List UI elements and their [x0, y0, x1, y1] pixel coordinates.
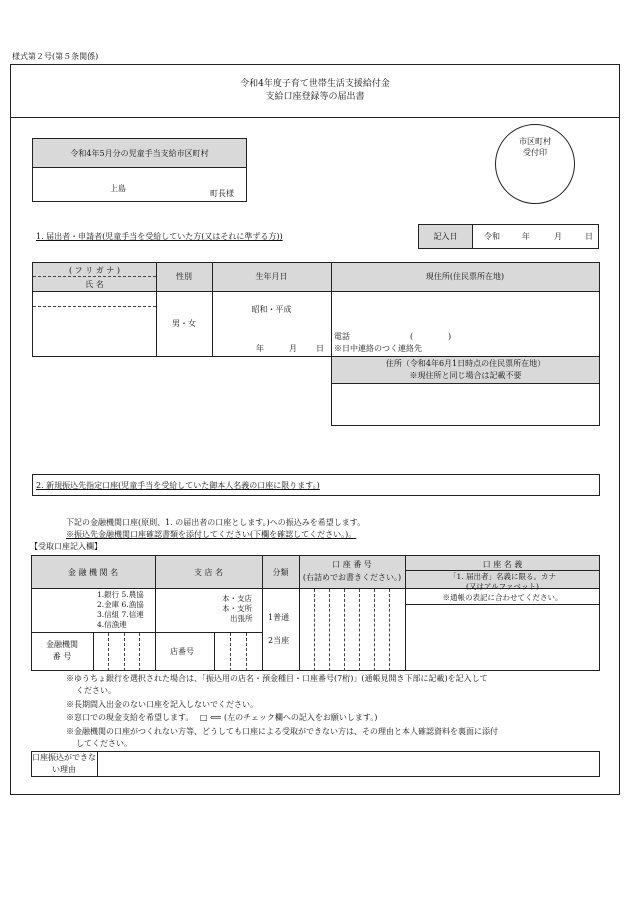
entry-day: 日: [585, 232, 593, 241]
phone-paren-open: (: [410, 332, 414, 341]
bank-code-label-1: 金融機関: [46, 640, 78, 649]
bank-type-3[interactable]: 3.信組 7.信連: [97, 610, 144, 619]
furigana-input[interactable]: [33, 292, 156, 306]
birth-day: 日: [316, 344, 324, 353]
bank-type-1[interactable]: 1.銀行 5.農協: [97, 590, 144, 599]
holder-note-1: 「1. 届出者」名義に限る。カナ: [448, 572, 557, 581]
phone-label: 電話: [334, 332, 350, 341]
note-3: ※窓口での現金支給を希望します。 □ ⟸ (左のチェック欄への記入をお願いします。): [66, 713, 378, 722]
account-number-input[interactable]: [300, 589, 405, 671]
gender-options[interactable]: 男・女: [172, 319, 196, 328]
branch-type-1[interactable]: 本・支店: [222, 594, 252, 603]
section2-desc-1: 下記の金融機関口座(原則、1. の届出者の口座とします。)への振込みを希望します。: [66, 518, 366, 527]
account-heading: 【受取口座記入欄】: [30, 542, 102, 551]
reason-label-2: い理由: [52, 765, 76, 774]
entry-year: 年: [522, 232, 530, 241]
form-title-line2: 支給口座登録等の届出書: [265, 92, 365, 102]
account-number-label: 口 座 番 号: [332, 560, 372, 569]
prev-address-note: ※現住所と同じ場合は記載不要: [409, 371, 522, 380]
category-option-1[interactable]: 1普通: [268, 613, 290, 622]
branch-code-label: 店番号: [170, 647, 194, 656]
phone-note: ※日中連絡のつく連絡先: [334, 344, 422, 353]
section2-title: 2. 新規振込先指定口座(児童手当を受給していた御本人名義の口座に限ります。): [36, 481, 320, 490]
phone-paren-close: ): [448, 332, 452, 341]
stamp-label-1: 市区町村: [519, 137, 551, 146]
prev-address-input[interactable]: [331, 383, 600, 426]
furigana-label: ( フ リ ガ ナ ): [69, 266, 120, 275]
reception-stamp-circle: [495, 124, 575, 204]
stamp-label-2: 受付印: [523, 148, 547, 157]
addressee-label: 令和4年5月分の児童手当支給市区町村: [70, 148, 209, 158]
account-holder-label: 口 座 名 義: [482, 560, 523, 569]
addressee-town: 上島: [110, 184, 126, 193]
note-1-cont: ください。: [76, 686, 116, 695]
cash-payment-checkbox[interactable]: [240, 713, 252, 725]
category-label: 分類: [272, 568, 289, 577]
entry-date-label: 記入日: [433, 232, 458, 241]
form-code: 様式第２号(第５条関係): [12, 52, 99, 61]
reason-label-1: 口座振込ができな: [32, 753, 96, 762]
holder-note-2: (又はアルファベット): [466, 582, 539, 591]
account-number-note: (右詰めでお書きください。): [302, 573, 402, 582]
category-option-2[interactable]: 2当座: [268, 636, 290, 645]
branch-type-3[interactable]: 出張所: [230, 614, 253, 623]
addressee-label-cell: [32, 138, 247, 168]
name-label: 氏 名: [85, 280, 104, 289]
entry-era: 令和: [484, 232, 500, 241]
bank-name-label: 金 融 機 関 名: [67, 568, 119, 577]
bank-code-input[interactable]: [94, 633, 155, 671]
reason-input[interactable]: [98, 752, 599, 776]
note-2: ※長期間入出金のない口座を記入しないでください。: [66, 700, 258, 709]
bank-type-2[interactable]: 2.金庫 6.漁協: [97, 600, 144, 609]
bank-code-label-2: 番 号: [52, 652, 72, 661]
entry-date-label-cell: [418, 224, 473, 249]
address-label: 現住所(住民票所在地): [425, 272, 505, 281]
note-1: ※ゆうちょ銀行を選択された場合は、「振込用の店名・預金種目・口座番号(7桁)」(通帳見開き下部に記載)を記入して: [66, 674, 488, 683]
note-4-cont: してください。: [76, 739, 132, 748]
bank-type-4[interactable]: 4.信漁連: [97, 620, 127, 629]
name-input[interactable]: [33, 307, 156, 356]
form-title-line1: 令和4年度子育て世帯生活支援給付金: [240, 79, 390, 89]
address-input[interactable]: [332, 292, 599, 328]
section1-title: 1. 届出者・申請者(児童手当を受給していた方(又はそれに準ずる方)): [36, 232, 283, 241]
birth-year: 年: [256, 344, 264, 353]
branch-type-2[interactable]: 本・支所: [222, 604, 252, 613]
note-4: ※金融機関の口座がつくれない方等、どうしても口座による受取ができない方は、その理由と本人確認資料を裏面に添付: [66, 727, 498, 736]
birth-month: 月: [289, 344, 297, 353]
holder-note-3: ※通帳の表記に合わせてください。: [442, 593, 563, 602]
account-holder-input[interactable]: [406, 605, 599, 671]
birth-era[interactable]: 昭和・平成: [251, 305, 292, 314]
header-divider: [10, 117, 620, 118]
addressee-suffix: 町長様: [210, 189, 234, 198]
gender-label: 性別: [176, 272, 192, 281]
entry-month: 月: [554, 232, 562, 241]
birth-label: 生年月日: [255, 272, 288, 281]
branch-label: 支 店 名: [193, 568, 224, 577]
branch-code-input[interactable]: [215, 633, 262, 671]
section2-desc-2: ※振込先金融機関口座確認書類を添付してください(下欄を確認してください。)。: [66, 530, 357, 539]
prev-address-label: 住所（令和4年6月1日時点の住民票所在地）: [385, 359, 546, 368]
